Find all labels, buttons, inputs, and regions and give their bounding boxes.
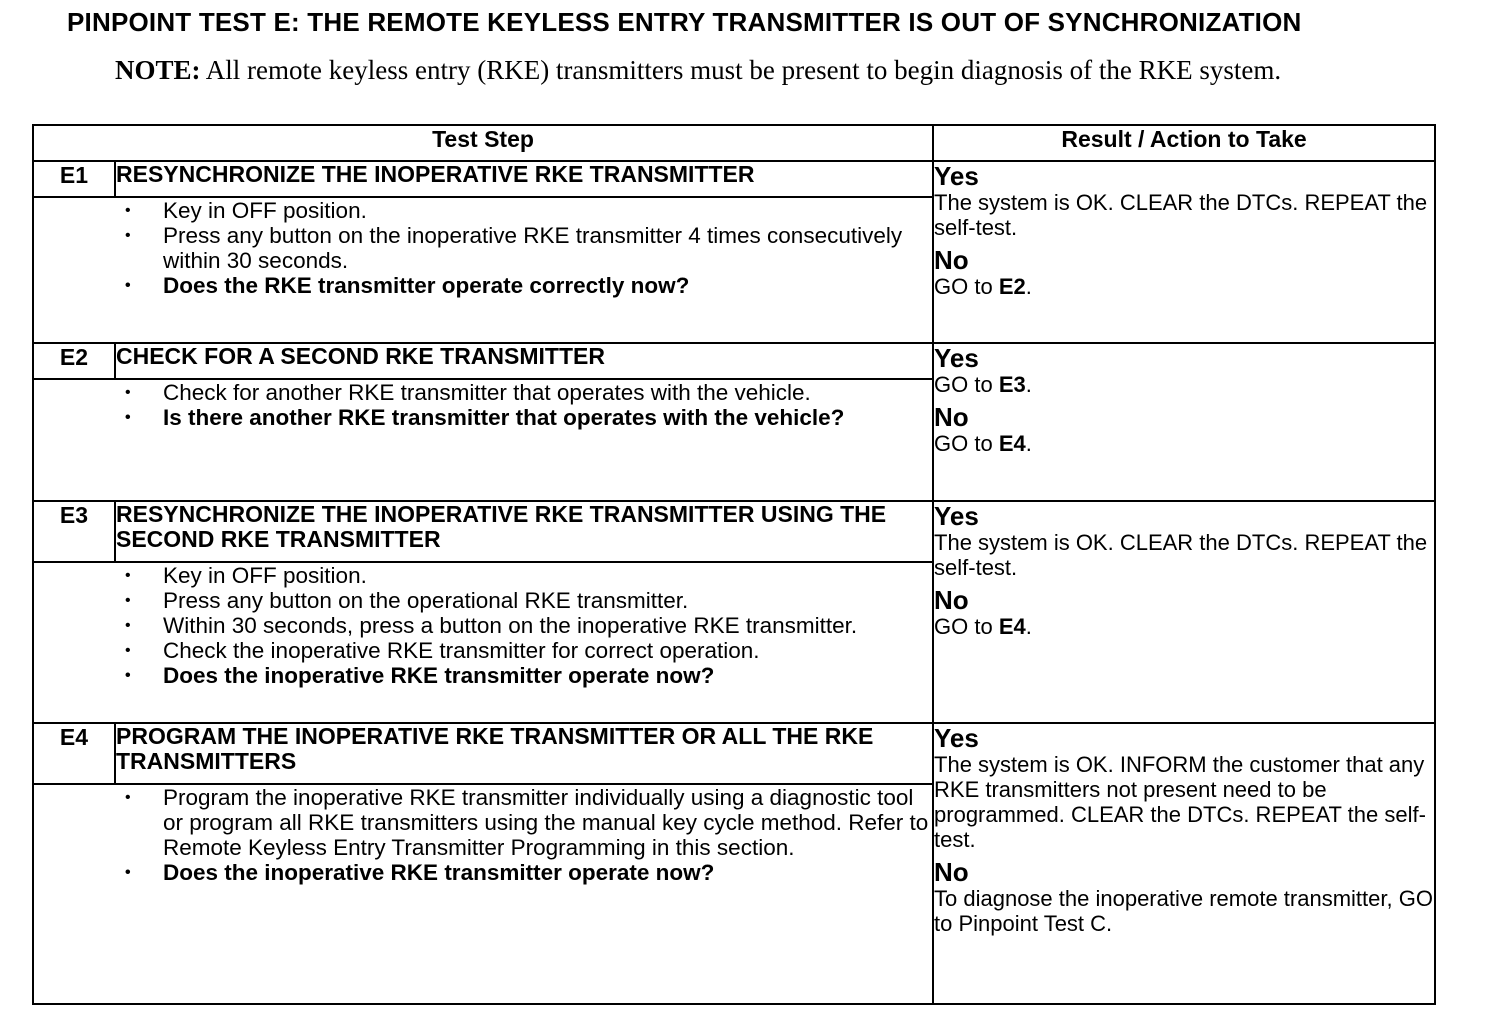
no-ref: E4 bbox=[998, 614, 1026, 639]
step-title: PROGRAM THE INOPERATIVE RKE TRANSMITTER OR ALL THE RKE TRANSMITTERS bbox=[115, 723, 933, 784]
no-suffix: . bbox=[1025, 431, 1032, 456]
step-row-e2-title bbox=[33, 343, 1435, 379]
step-question: • Does the inoperative RKE transmitter operate now? bbox=[115, 860, 932, 885]
step-title: RESYNCHRONIZE THE INOPERATIVE RKE TRANSMITTER USING THE SECOND RKE TRANSMITTER bbox=[115, 501, 933, 562]
no-text: To diagnose the inoperative remote transmitter, GO to Pinpoint Test C. bbox=[934, 886, 1433, 936]
no-text bbox=[934, 274, 1434, 299]
step-id: E2 bbox=[33, 343, 115, 379]
no-prefix: GO to bbox=[934, 274, 999, 299]
step-id: E3 bbox=[33, 501, 115, 562]
bullet: • Key in OFF position. bbox=[115, 198, 932, 223]
step-question: • Is there another RKE transmitter that operates with the vehicle? bbox=[115, 405, 932, 430]
no-text bbox=[934, 431, 1434, 456]
table-header-row bbox=[33, 125, 1435, 161]
step-bullets bbox=[115, 198, 932, 298]
yes-text: The system is OK. INFORM the customer that any RKE transmitters not present need to be programmed. CLEAR the DTCs. REPEAT the self-test. bbox=[934, 752, 1426, 852]
step-body bbox=[115, 197, 933, 343]
pinpoint-test-table bbox=[32, 124, 1436, 1005]
step-row-e3-title bbox=[33, 501, 1435, 562]
bullet: • Within 30 seconds, press a button on the inoperative RKE transmitter. bbox=[115, 613, 932, 638]
no-label: No bbox=[934, 402, 969, 432]
no-prefix: GO to bbox=[934, 614, 999, 639]
step-bullets bbox=[115, 380, 932, 430]
note-text: All remote keyless entry (RKE) transmitters must be present to begin diagnosis of the RKE system. bbox=[200, 55, 1282, 85]
yes-suffix: . bbox=[1025, 372, 1032, 397]
step-title: RESYNCHRONIZE THE INOPERATIVE RKE TRANSMITTER bbox=[115, 161, 933, 197]
note bbox=[115, 55, 1335, 86]
step-bullets bbox=[115, 563, 932, 688]
yes-text: The system is OK. CLEAR the DTCs. REPEAT the self-test. bbox=[934, 190, 1428, 240]
step-body-spacer bbox=[33, 784, 115, 1004]
step-body bbox=[115, 562, 933, 723]
note-label: NOTE: bbox=[115, 55, 201, 85]
step-result bbox=[933, 501, 1435, 723]
bullet: • Check the inoperative RKE transmitter for correct operation. bbox=[115, 638, 932, 663]
step-result bbox=[933, 161, 1435, 343]
step-result bbox=[933, 723, 1435, 1004]
step-result bbox=[933, 343, 1435, 501]
no-ref: E4 bbox=[998, 431, 1026, 456]
no-prefix: GO to bbox=[934, 431, 999, 456]
yes-prefix: GO to bbox=[934, 372, 999, 397]
step-body-spacer bbox=[33, 379, 115, 501]
step-bullets bbox=[115, 785, 932, 885]
bullet: • Press any button on the operational RKE transmitter. bbox=[115, 588, 932, 613]
step-question: • Does the inoperative RKE transmitter operate now? bbox=[115, 663, 932, 688]
no-label: No bbox=[934, 585, 969, 615]
step-title: CHECK FOR A SECOND RKE TRANSMITTER bbox=[115, 343, 933, 379]
step-body bbox=[115, 784, 933, 1004]
yes-text bbox=[934, 372, 1434, 397]
yes-ref: E3 bbox=[998, 372, 1026, 397]
header-result: Result / Action to Take bbox=[933, 125, 1435, 161]
step-body-spacer bbox=[33, 197, 115, 343]
no-text bbox=[934, 614, 1434, 639]
no-suffix: . bbox=[1025, 614, 1032, 639]
no-label: No bbox=[934, 857, 969, 887]
yes-label: Yes bbox=[934, 161, 979, 191]
yes-label: Yes bbox=[934, 343, 979, 373]
bullet: • Key in OFF position. bbox=[115, 563, 932, 588]
step-id: E1 bbox=[33, 161, 115, 197]
step-body bbox=[115, 379, 933, 501]
no-ref: E2 bbox=[998, 274, 1026, 299]
bullet: • Check for another RKE transmitter that operates with the vehicle. bbox=[115, 380, 932, 405]
step-id: E4 bbox=[33, 723, 115, 784]
yes-text: The system is OK. CLEAR the DTCs. REPEAT the self-test. bbox=[934, 530, 1428, 580]
step-row-e4-title bbox=[33, 723, 1435, 784]
yes-label: Yes bbox=[934, 723, 979, 753]
header-test-step: Test Step bbox=[33, 125, 933, 161]
bullet: • Press any button on the inoperative RKE transmitter 4 times consecutively within 30 seconds. bbox=[115, 223, 932, 273]
step-question: • Does the RKE transmitter operate correctly now? bbox=[115, 273, 932, 298]
yes-label: Yes bbox=[934, 501, 979, 531]
step-body-spacer bbox=[33, 562, 115, 723]
bullet: • Program the inoperative RKE transmitter individually using a diagnostic tool or program all RKE transmitters using the manual key cycle method. Refer to Remote Keyless Entry Transmitter Programming in this section. bbox=[115, 785, 932, 860]
step-row-e1-title bbox=[33, 161, 1435, 197]
no-suffix: . bbox=[1025, 274, 1032, 299]
no-label: No bbox=[934, 245, 969, 275]
page-title: PINPOINT TEST E: THE REMOTE KEYLESS ENTRY TRANSMITTER IS OUT OF SYNCHRONIZATION bbox=[67, 7, 1302, 37]
